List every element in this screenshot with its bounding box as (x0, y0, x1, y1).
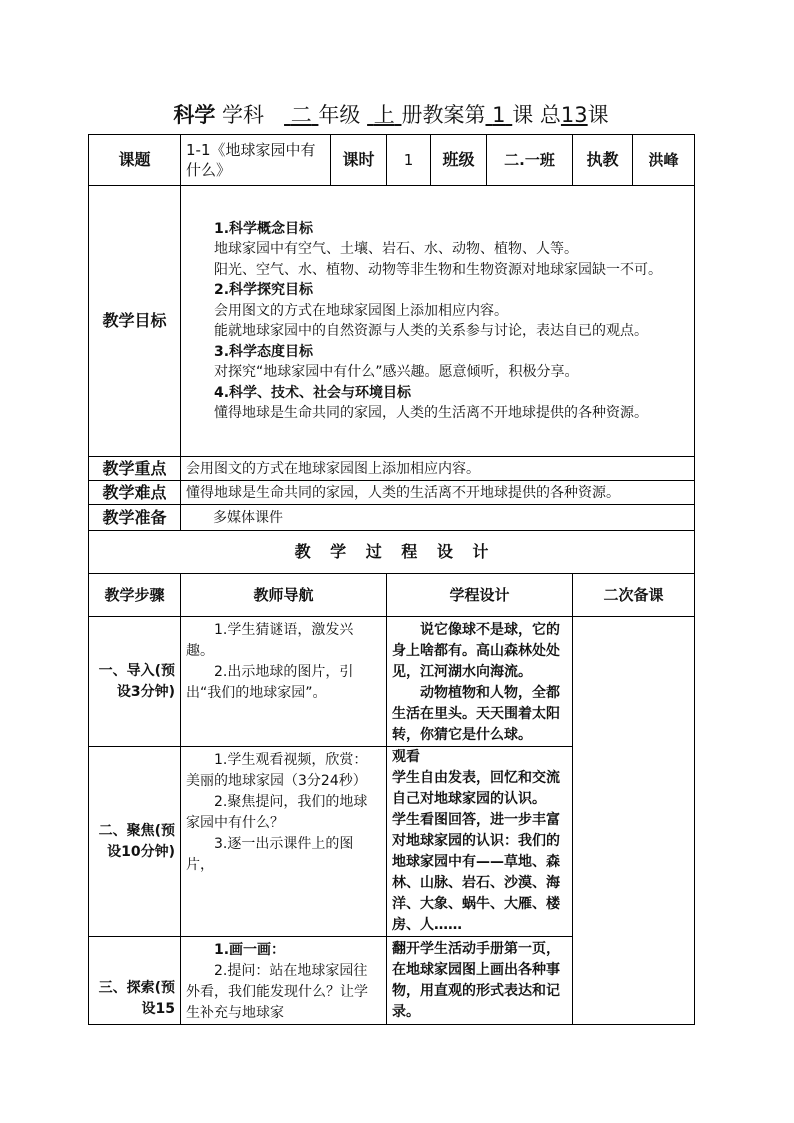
grade-suffix: 年级 (318, 103, 361, 127)
grade: 二 (290, 103, 312, 127)
objective-heading: 1.科学概念目标 (214, 220, 314, 237)
student-design: 翻开学生活动手册第一页，在地球家园图上画出各种事物，用直观的形式表达和记录。 (387, 937, 573, 1025)
class-value: 二.一班 (487, 135, 573, 186)
teacher-guide: 1.学生猜谜语，激发兴趣。 2.出示地球的图片，引出“我们的地球家园”。 (181, 617, 387, 747)
preparation-row (89, 505, 695, 531)
objective-item: 能就地球家园中的自然资源与人类的关系参与讨论，表达自已的观点。 (214, 323, 648, 339)
process-header-row (89, 574, 695, 617)
class-label: 班级 (431, 135, 487, 186)
subject: 科学 (173, 103, 216, 127)
step-name: 三、探索(预设15 (89, 937, 181, 1025)
preparation-label: 教学准备 (89, 505, 181, 531)
lesson-plan-title (88, 100, 694, 130)
revision-notes (573, 617, 695, 1025)
objective-item: 阳光、空气、水、植物、动物等非生物和生物资源对地球家园缺一不可。 (214, 261, 662, 278)
process-title: 教 学 过 程 设 计 (89, 531, 695, 574)
key-point-text: 会用图文的方式在地球家园图上添加相应内容。 (181, 457, 695, 481)
info-row (89, 135, 695, 186)
lesson-number: 1 (492, 103, 506, 127)
key-point-row (89, 457, 695, 481)
objective-heading: 2.科学探究目标 (214, 282, 314, 298)
objectives-label: 教学目标 (89, 186, 181, 457)
process-title-row (89, 531, 695, 574)
subject-suffix: 学科 (222, 103, 265, 127)
topic-label: 课题 (89, 135, 181, 186)
total-lessons: 13 (560, 103, 588, 127)
step-name: 二、聚焦(预设10分钟) (89, 747, 181, 937)
period-value: 1 (387, 135, 431, 186)
column-header-steps: 教学步骤 (89, 574, 181, 617)
student-design: 说它像球不是球，它的身上啥都有。高山森林处处见，江河湖水向海流。 动物植物和人物，全都生活在里头。天天围着太阳转，你猜它是什么球。 (387, 617, 573, 747)
topic-value: 1-1《地球家园中有什么》 (181, 135, 331, 186)
column-header-teacher: 教师导航 (181, 574, 387, 617)
objective-heading: 4.科学、技术、社会与环境目标 (214, 384, 412, 401)
difficulty-text: 懂得地球是生命共同的家园，人类的生活离不开地球提供的各种资源。 (181, 481, 695, 505)
objective-item: 地球家园中有空气、土壤、岩石、水、动物、植物、人等。 (214, 241, 578, 257)
objective-heading: 3.科学态度目标 (214, 343, 314, 360)
student-design: 观看 学生自由发表，回忆和交流自己对地球家园的认识。 学生看图回答，进一步丰富对地球家园的认识：我们的地球家园中有——草地、森林、山脉、岩石、沙漠、海洋、大象、蜗牛、大雁、楼房、人…… (387, 747, 573, 937)
teacher-value: 洪峰 (633, 135, 695, 186)
difficulty-label: 教学难点 (89, 481, 181, 505)
total-suffix: 课 (587, 103, 609, 127)
column-header-student: 学程设计 (387, 574, 573, 617)
lesson-plan-table (88, 134, 695, 1025)
teacher-label: 执教 (573, 135, 633, 186)
step-name: 一、导入(预设3分钟) (89, 617, 181, 747)
column-header-revision: 二次备课 (573, 574, 695, 617)
term-suffix: 册教案第 (401, 103, 486, 127)
objective-item: 会用图文的方式在地球家园图上添加相应内容。 (214, 302, 508, 319)
period-label: 课时 (331, 135, 387, 186)
key-point-label: 教学重点 (89, 457, 181, 481)
term: 上 (373, 103, 395, 127)
teacher-guide: 1.画一画： 2.提问：站在地球家园往外看，我们能发现什么？让学生补充与地球家 (181, 937, 387, 1025)
objectives-content (181, 186, 695, 457)
teacher-guide: 1.学生观看视频，欣赏：美丽的地球家园（3分24秒） 2.聚焦提问，我们的地球家园中有什么？ 3.逐一出示课件上的图片， (181, 747, 387, 937)
preparation-text: 多媒体课件 (181, 505, 695, 531)
difficulty-row (89, 481, 695, 505)
objective-item: 懂得地球是生命共同的家园，人类的生活离不开地球提供的各种资源。 (214, 405, 648, 421)
objective-item: 对探究“地球家园中有什么”感兴趣。愿意倾听，积极分享。 (214, 364, 579, 380)
objectives-row (89, 186, 695, 457)
lesson-suffix: 课 总 (512, 103, 561, 127)
step-row (89, 617, 695, 747)
